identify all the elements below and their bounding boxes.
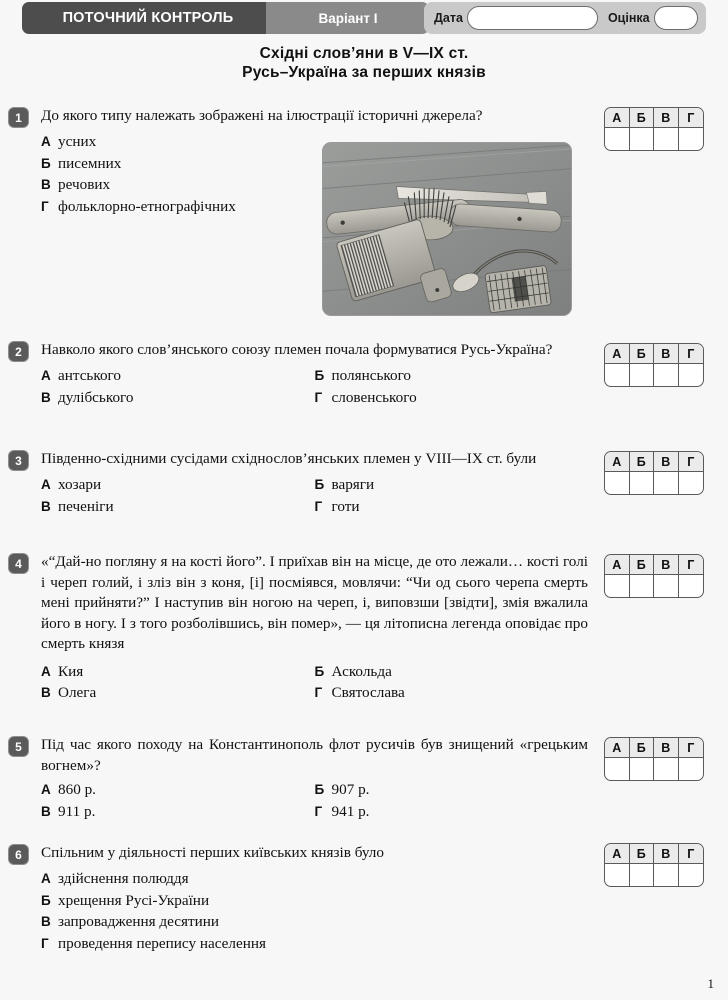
option-text: Олега [58, 684, 97, 701]
grid-letter-b: Б [630, 738, 655, 758]
date-input[interactable] [467, 6, 598, 30]
answer-cell-b[interactable] [630, 864, 655, 886]
answer-cell-a[interactable] [605, 758, 630, 780]
option-letter: В [41, 498, 51, 514]
option-text: Аскольда [331, 662, 392, 680]
option-text: 941 р. [331, 802, 370, 820]
option-text: 907 р. [331, 781, 370, 798]
header-fields [424, 2, 706, 34]
grid-letter-v: В [654, 555, 679, 575]
question-4 [8, 552, 588, 704]
question-3 [8, 449, 588, 517]
option-letter: Г [41, 935, 49, 951]
option-g[interactable] [315, 682, 589, 704]
answer-cell-b[interactable] [630, 758, 655, 780]
grid-letter-v: В [654, 344, 679, 364]
answer-grid-inputs [605, 364, 703, 386]
question-number-badge: 4 [8, 553, 29, 574]
question-text: До якого типу належать зображені на ілюстрації історичні джерела? [41, 107, 483, 124]
answer-grid-4[interactable] [604, 554, 704, 598]
option-letter: Б [314, 477, 325, 492]
answer-cell-b[interactable] [630, 128, 655, 150]
grid-letter-a: А [605, 738, 630, 758]
page-title [0, 44, 728, 82]
date-label: Дата [434, 11, 463, 25]
header-title: ПОТОЧНИЙ КОНТРОЛЬ [22, 2, 274, 34]
question-text: Спільним у діяльності перших київських князів було [41, 844, 384, 861]
answer-cell-v[interactable] [654, 364, 679, 386]
answer-grid-header [605, 108, 703, 128]
option-b[interactable] [315, 474, 589, 496]
answer-grid-inputs [605, 758, 703, 780]
grid-letter-a: А [605, 844, 630, 864]
option-text: писемних [58, 154, 122, 172]
answer-cell-b[interactable] [630, 575, 655, 597]
illustration-historical-sources [322, 142, 572, 316]
grid-letter-g: Г [679, 344, 704, 364]
grid-letter-g: Г [679, 555, 704, 575]
title-line-2: Русь–Україна за перших князів [242, 64, 486, 81]
option-text: полянського [331, 367, 412, 384]
option-a[interactable] [41, 868, 588, 890]
option-letter: В [41, 803, 51, 819]
option-letter: А [41, 782, 51, 797]
question-number-badge: 2 [8, 341, 29, 362]
option-v[interactable] [41, 911, 588, 933]
grid-letter-g: Г [679, 844, 704, 864]
question-2 [8, 340, 588, 408]
grid-letter-a: А [605, 555, 630, 575]
option-v[interactable] [41, 801, 315, 823]
grid-letter-b: Б [630, 844, 655, 864]
option-text: антського [58, 367, 122, 384]
option-g[interactable] [315, 496, 589, 518]
option-v[interactable] [41, 496, 315, 518]
answer-cell-a[interactable] [605, 364, 630, 386]
option-text: Святослава [331, 684, 405, 701]
grid-letter-b: Б [630, 555, 655, 575]
option-letter: В [41, 914, 51, 929]
grid-letter-g: Г [679, 108, 704, 128]
answer-cell-v[interactable] [654, 864, 679, 886]
answer-cell-b[interactable] [630, 364, 655, 386]
answer-grid-header [605, 555, 703, 575]
answer-grid-header [605, 452, 703, 472]
grid-letter-g: Г [679, 738, 704, 758]
option-letter: Г [314, 389, 323, 405]
option-letter: Г [314, 803, 323, 819]
option-b[interactable] [315, 365, 589, 387]
option-letter: А [41, 871, 51, 886]
answer-grid-header [605, 344, 703, 364]
option-letter: А [41, 134, 51, 149]
answer-cell-v[interactable] [654, 472, 679, 494]
grid-letter-a: А [605, 108, 630, 128]
option-text: варяги [331, 476, 375, 493]
option-letter: Б [41, 892, 51, 908]
grid-letter-a: А [605, 344, 630, 364]
answer-grid-3[interactable] [604, 451, 704, 495]
answer-cell-b[interactable] [630, 472, 655, 494]
options-list [41, 779, 588, 822]
question-6 [8, 843, 588, 954]
options-list [41, 661, 588, 704]
grid-letter-a: А [605, 452, 630, 472]
answer-grid-2[interactable] [604, 343, 704, 387]
options-list [41, 365, 588, 408]
option-g[interactable] [41, 933, 588, 955]
option-letter: Б [314, 782, 325, 797]
grid-letter-b: Б [630, 108, 655, 128]
option-text: готи [331, 497, 360, 515]
answer-cell-g[interactable] [679, 364, 704, 386]
option-text: хозари [58, 476, 102, 493]
answer-cell-a[interactable] [605, 575, 630, 597]
option-letter: А [41, 368, 51, 383]
grid-letter-v: В [654, 452, 679, 472]
option-text: словенського [331, 388, 417, 406]
worksheet-header [0, 2, 728, 34]
option-a[interactable] [41, 661, 315, 683]
option-text: Кия [58, 662, 84, 680]
answer-cell-g[interactable] [679, 758, 704, 780]
grid-letter-g: Г [679, 452, 704, 472]
option-text: речових [58, 176, 111, 193]
grid-letter-v: В [654, 844, 679, 864]
answer-cell-g[interactable] [679, 575, 704, 597]
option-v[interactable] [41, 387, 315, 409]
question-text: Під час якого походу на Константинополь флот русичів був знищений «грецьким вогнем»? [41, 736, 588, 774]
answer-grid-6[interactable] [604, 843, 704, 887]
option-letter: Г [314, 685, 323, 700]
option-text: здійснення полюддя [58, 870, 189, 887]
option-text: печеніги [58, 497, 114, 515]
option-text: дулібського [58, 388, 134, 406]
grid-letter-v: В [654, 738, 679, 758]
answer-grid-1[interactable] [604, 107, 704, 151]
question-text: «“Дай-но погляну я на кості його”. І приїхав він на місце, де ото лежали… кості голі і череп голий, і зліз він з коня, [і] посміявся, мовлячи: “Чи од сього черепа смерть мені прийняти?” І наступив він ногою на череп, і, виповзши [звідти], змія вжалила його в ногу. І з того розболівшись, він помер», — ця літописна легенда оповідає про смерть князя [41, 553, 588, 652]
option-letter: Б [314, 663, 325, 679]
options-list [41, 474, 588, 517]
question-number-badge: 5 [8, 736, 29, 757]
answer-grid-5[interactable] [604, 737, 704, 781]
answer-cell-a[interactable] [605, 472, 630, 494]
answer-grid-inputs [605, 472, 703, 494]
option-letter: В [41, 685, 51, 700]
option-a[interactable] [41, 365, 315, 387]
option-letter: Г [41, 198, 49, 214]
answer-cell-v[interactable] [654, 575, 679, 597]
option-letter: Б [314, 368, 325, 383]
question-5 [8, 735, 588, 822]
option-v[interactable] [41, 682, 315, 704]
answer-cell-g[interactable] [679, 472, 704, 494]
option-a[interactable] [41, 474, 315, 496]
grid-letter-v: В [654, 108, 679, 128]
option-text: 860 р. [58, 781, 96, 798]
option-letter: В [41, 389, 51, 405]
option-g[interactable] [315, 801, 589, 823]
option-a[interactable] [41, 779, 315, 801]
grid-letter-b: Б [630, 344, 655, 364]
grid-letter-b: Б [630, 452, 655, 472]
answer-grid-inputs [605, 575, 703, 597]
option-b[interactable] [315, 661, 589, 683]
answer-grid-header [605, 738, 703, 758]
answer-cell-a[interactable] [605, 128, 630, 150]
mark-label: Оцінка [607, 11, 650, 25]
artifacts-photo-icon [323, 143, 571, 315]
answer-cell-v[interactable] [654, 128, 679, 150]
question-number-badge: 1 [8, 107, 29, 128]
mark-input[interactable] [654, 6, 698, 30]
option-b[interactable] [41, 890, 588, 912]
question-text: Навколо якого слов’янського союзу племен почала формуватися Русь-Україна? [41, 341, 553, 358]
option-letter: Г [314, 498, 323, 514]
option-letter: Б [41, 155, 51, 171]
question-number-badge: 6 [8, 844, 29, 865]
option-text: хрещення Русі-України [58, 891, 210, 909]
title-line-1: Східні слов’яни в V—IX ст. [259, 45, 469, 62]
option-g[interactable] [315, 387, 589, 409]
option-text: 911 р. [58, 802, 96, 820]
header-variant: Варіант І [266, 2, 430, 34]
answer-cell-g[interactable] [679, 864, 704, 886]
answer-grid-inputs [605, 128, 703, 150]
answer-grid-header [605, 844, 703, 864]
option-letter: В [41, 177, 51, 192]
option-text: запровадження десятини [58, 913, 219, 930]
options-list [41, 868, 588, 954]
page-number: 1 [707, 976, 714, 991]
question-text: Південно-східними сусідами східнослов’янських племен у VIII—IX ст. були [41, 450, 537, 467]
option-b[interactable] [315, 779, 589, 801]
option-text: фольклорно-етнографічних [58, 197, 236, 215]
answer-cell-v[interactable] [654, 758, 679, 780]
answer-grid-inputs [605, 864, 703, 886]
question-number-badge: 3 [8, 450, 29, 471]
answer-cell-a[interactable] [605, 864, 630, 886]
option-letter: А [41, 663, 51, 679]
option-text: усних [58, 133, 97, 150]
option-letter: А [41, 477, 51, 492]
option-text: проведення перепису населення [58, 934, 266, 952]
answer-cell-g[interactable] [679, 128, 704, 150]
